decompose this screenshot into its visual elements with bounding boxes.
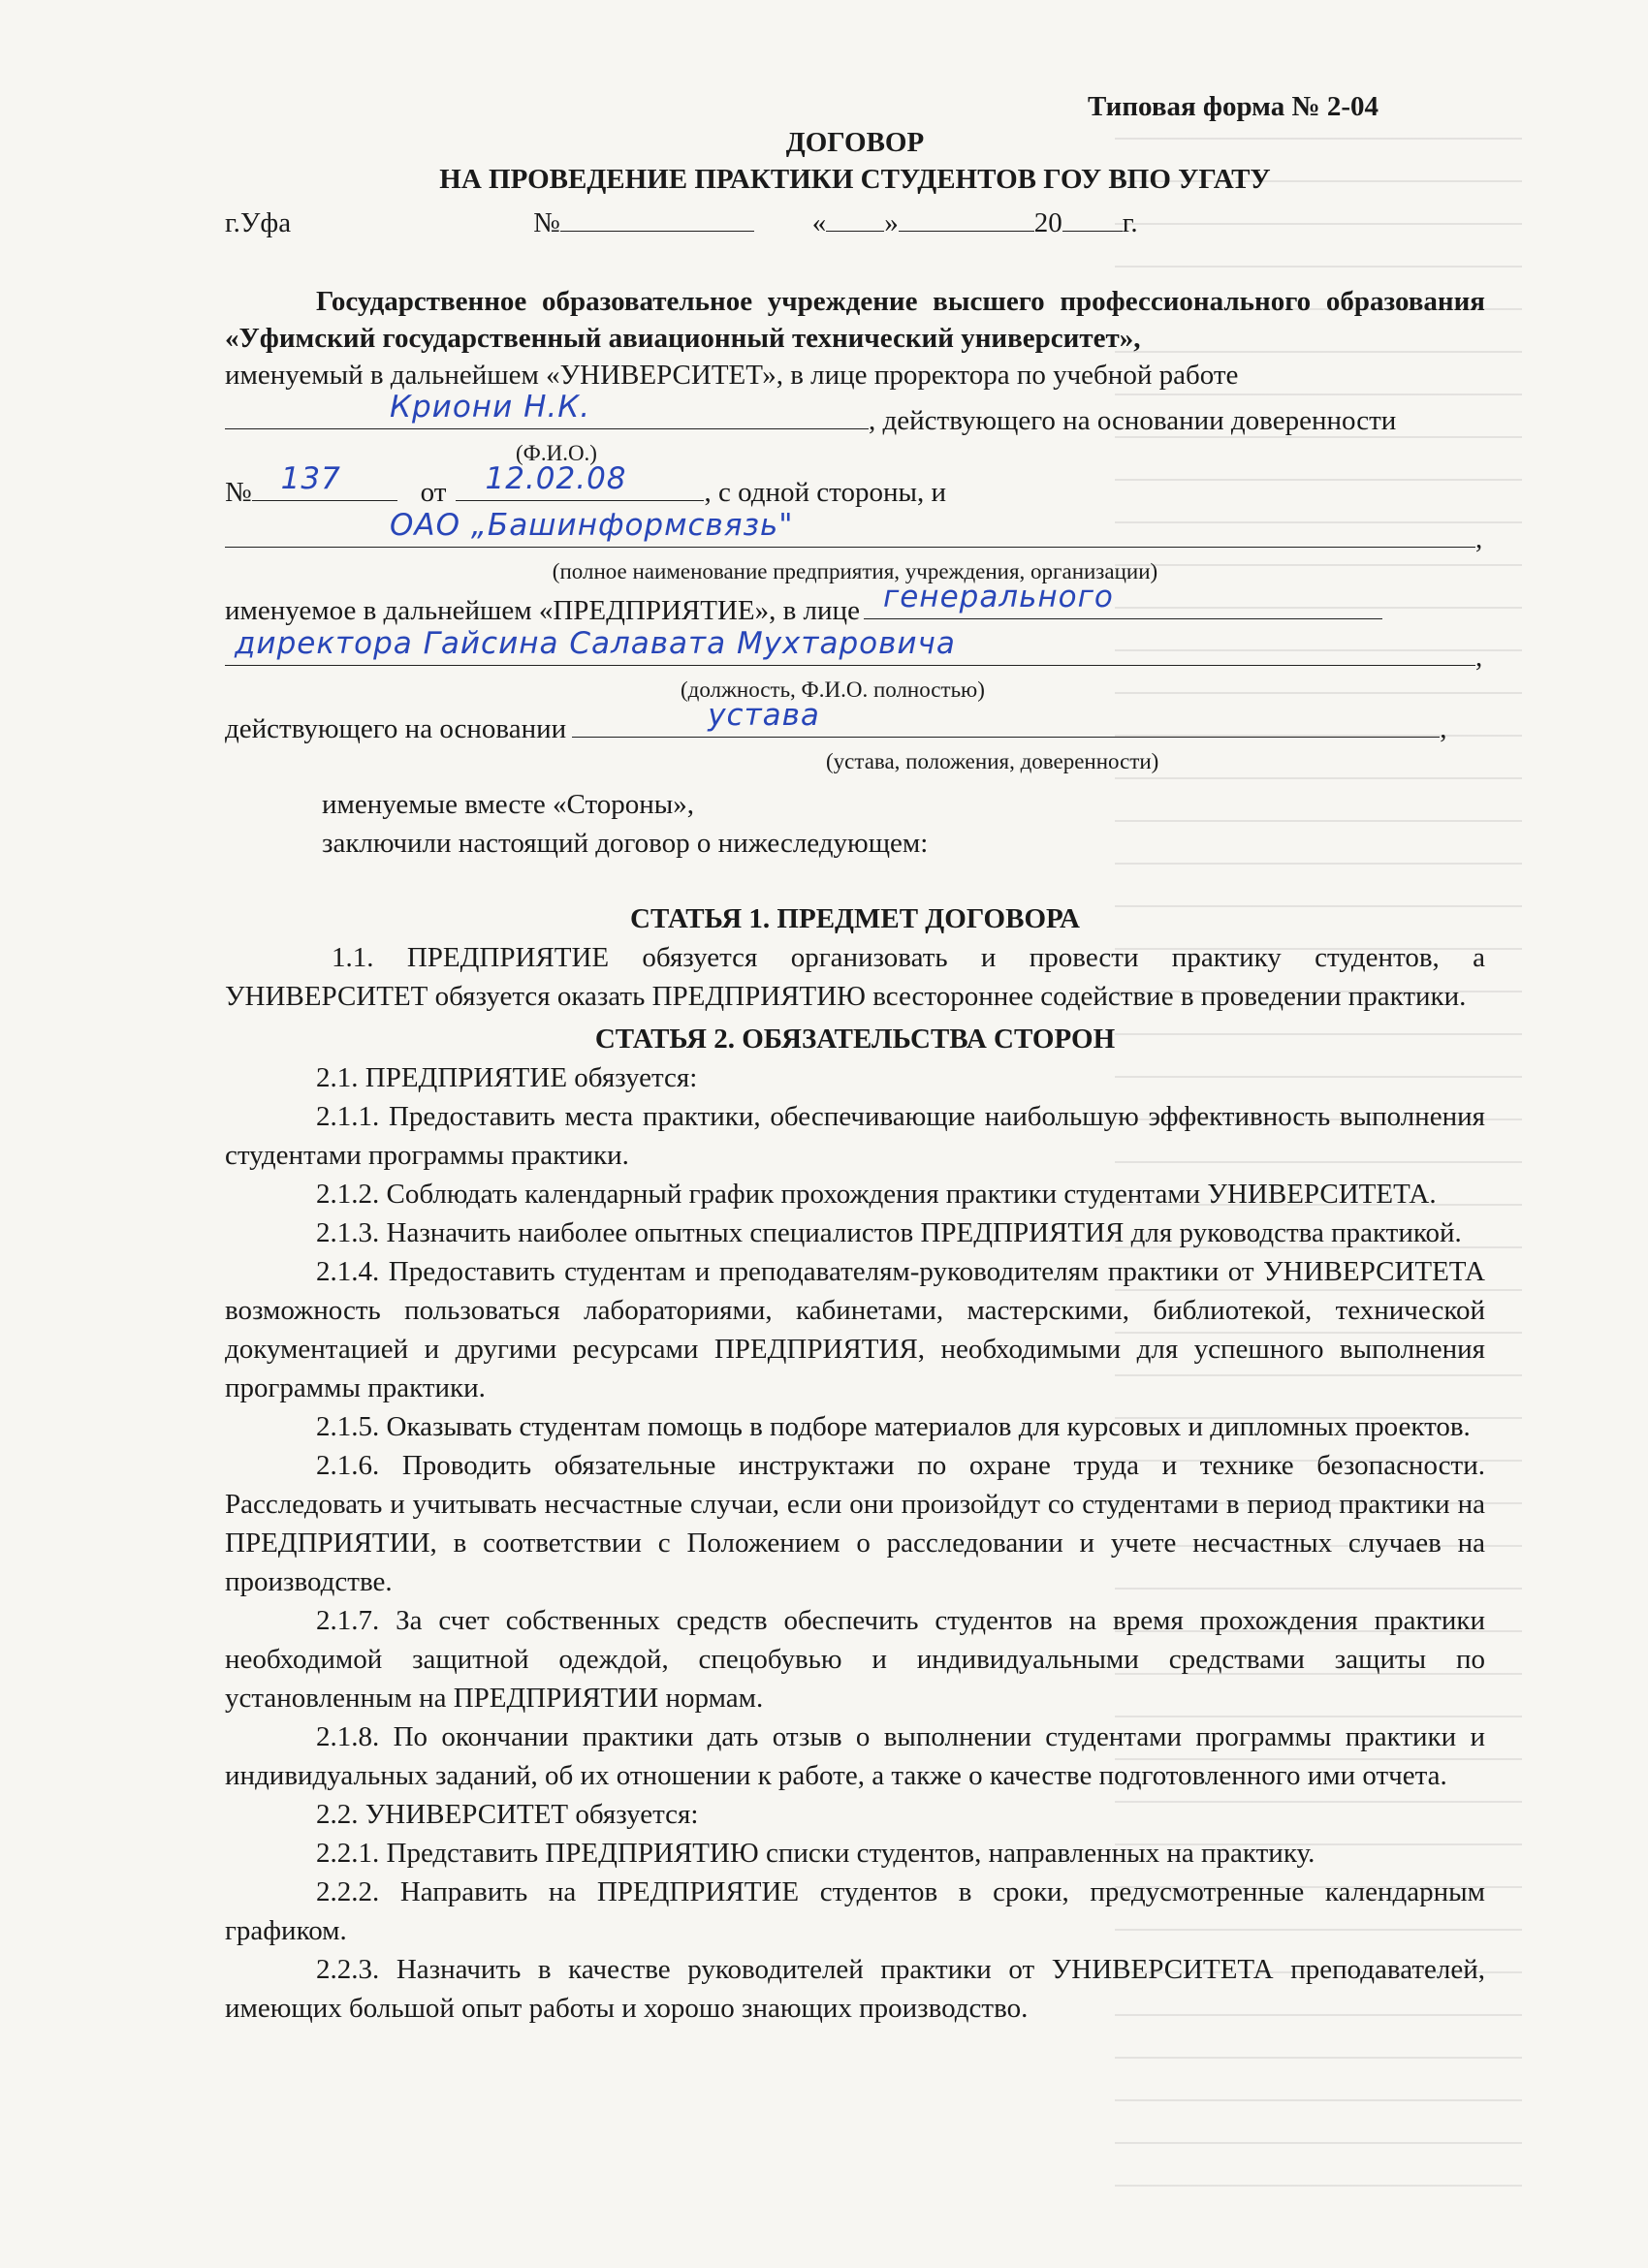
month-blank xyxy=(899,202,1034,232)
position-blank xyxy=(864,580,1382,619)
year-prefix: 20 xyxy=(1033,207,1062,238)
date-close-quote: » xyxy=(884,207,899,238)
obligation-2-1-6: 2.1.6. Проводить обязательные инструктажи по охране труда и технике безопасности. Расследовать и учитывать несчастные случаи, если они произойдут со студентами в период практики на ПРЕДПРИЯТИИ, в соответствии с Положением о расследовании и учете несчастных случаев на производстве. xyxy=(225,1450,1485,1597)
obligation-2-2-1: 2.2.1. Представить ПРЕДПРИЯТИЮ списки студентов, направленных на практику. xyxy=(316,1838,1315,1869)
basis-handwritten: устава xyxy=(708,698,820,733)
concluded-line: заключили настоящий договор о нижеследующем: xyxy=(322,828,929,859)
year-suffix: г. xyxy=(1122,207,1138,238)
document-title: ДОГОВОР xyxy=(785,127,925,158)
parties-line: именуемые вместе «Стороны», xyxy=(322,789,695,820)
signer-handwritten: Криони Н.К. xyxy=(390,390,591,425)
basis-label: действующего на основании xyxy=(225,713,567,744)
company-note: (полное наименование предприятия, учреждения, организации) xyxy=(552,559,1158,583)
signer-suffix: , действующего на основании доверенности xyxy=(869,405,1397,436)
article2-heading: СТАТЬЯ 2. ОБЯЗАТЕЛЬСТВА СТОРОН xyxy=(594,1024,1116,1055)
company-handwritten: ОАО „Башинформсвязь" xyxy=(390,508,794,543)
article1-paragraph: 1.1. ПРЕДПРИЯТИЕ обязуется организовать и провести практику студентов, а УНИВЕРСИТЕТ обязуется оказать ПРЕДПРИЯТИЮ всестороннее содействие в проведении практики. xyxy=(225,942,1485,1012)
position-handwritten: генерального xyxy=(882,580,1114,614)
proxy-suffix: , с одной стороны, и xyxy=(704,477,946,508)
proxy-number-blank xyxy=(252,461,397,501)
number-label: № xyxy=(533,207,560,238)
day-blank xyxy=(826,202,884,232)
date-open-quote: « xyxy=(811,207,827,238)
obligation-2-1-4: 2.1.4. Предоставить студентам и преподавателям-руководителям практики от УНИВЕРСИТЕТА возможность пользоваться лабораториями, кабинетами, мастерскими, библиотекой, технической документацией и другими ресурсами ПРЕДПРИЯТИЯ, необходимыми для успешного выполнения программы практики. xyxy=(225,1256,1485,1403)
proxy-date-blank xyxy=(456,461,704,501)
obligation-2-1-8: 2.1.8. По окончании практики дать отзыв о выполнении студентами программы практики и индивидуальных заданий, об их отношении к работе, а также о качестве подготовленного ими отчета. xyxy=(225,1721,1485,1791)
header-row xyxy=(225,202,1485,242)
director-row: директора Гайсина Салавата Мухтаровича , xyxy=(225,636,1485,677)
proxy-from-label: от xyxy=(420,477,447,508)
director-blank xyxy=(225,626,1475,666)
proxy-number-label: № xyxy=(225,477,252,508)
director-handwritten: директора Гайсина Салавата Мухтаровича xyxy=(235,626,956,661)
article2-enterprise-obligations: 2.1. ПРЕДПРИЯТИЕ обязуется: xyxy=(316,1062,698,1093)
article1-heading: СТАТЬЯ 1. ПРЕДМЕТ ДОГОВОРА xyxy=(630,903,1080,934)
company-blank xyxy=(225,508,1475,548)
obligation-2-1-1: 2.1.1. Предоставить места практики, обеспечивающие наибольшую эффективность выполнения студентами программы практики. xyxy=(225,1101,1485,1171)
form-number: Типовая форма № 2-04 xyxy=(1088,91,1379,122)
obligation-2-1-5: 2.1.5. Оказывать студентам помощь в подборе материалов для курсовых и дипломных проектов. xyxy=(316,1411,1471,1442)
document-subtitle: НА ПРОВЕДЕНИЕ ПРАКТИКИ СТУДЕНТОВ ГОУ ВПО УГАТУ xyxy=(439,164,1271,195)
contract-body xyxy=(225,89,1485,2028)
signer-row xyxy=(225,390,1485,440)
obligation-2-1-2: 2.1.2. Соблюдать календарный график прохождения практики студентами УНИВЕРСИТЕТА. xyxy=(316,1179,1437,1210)
city: г.Уфа xyxy=(225,207,292,238)
fio-note: (Ф.И.О.) xyxy=(516,441,597,465)
year-blank xyxy=(1062,202,1123,232)
obligation-2-1-3: 2.1.3. Назначить наиболее опытных специалистов ПРЕДПРИЯТИЯ для руководства практикой. xyxy=(316,1217,1462,1248)
basis-row: действующего на основании устава , xyxy=(225,708,1485,748)
basis-note: (устава, положения, доверенности) xyxy=(826,749,1159,773)
proxy-number-handwritten: 137 xyxy=(280,461,341,496)
university-line: именуемый в дальнейшем «УНИВЕРСИТЕТ», в лице проректора по учебной работе xyxy=(225,360,1239,391)
obligation-2-2-2: 2.2.2. Направить на ПРЕДПРИЯТИЕ студентов в сроки, предусмотренные календарным графиком. xyxy=(225,1876,1485,1946)
obligation-2-1-7: 2.1.7. За счет собственных средств обеспечить студентов на время прохождения практики необходимой защитной одеждой, спецобувью и индивидуальными средствами защиты по установленным на ПРЕДПРИЯТИИ нормам. xyxy=(225,1605,1485,1714)
obligation-2-2-3: 2.2.3. Назначить в качестве руководителей практики от УНИВЕРСИТЕТА преподавателей, имеющих большой опыт работы и хорошо знающих производство. xyxy=(225,1954,1485,2024)
proxy-date-handwritten: 12.02.08 xyxy=(485,461,627,496)
number-blank xyxy=(560,202,754,232)
company-row: ОАО „Башинформсвязь" , xyxy=(225,518,1485,558)
director-note: (должность, Ф.И.О. полностью) xyxy=(681,677,985,702)
org-paragraph: Государственное образовательное учреждение высшего профессионального образования «Уфимский государственный авиационный технический университет», xyxy=(225,286,1485,354)
signer-blank xyxy=(225,390,869,429)
company-role: именуемое в дальнейшем «ПРЕДПРИЯТИЕ», в лице xyxy=(225,595,860,626)
article2-university-obligations: 2.2. УНИВЕРСИТЕТ обязуется: xyxy=(316,1799,699,1830)
